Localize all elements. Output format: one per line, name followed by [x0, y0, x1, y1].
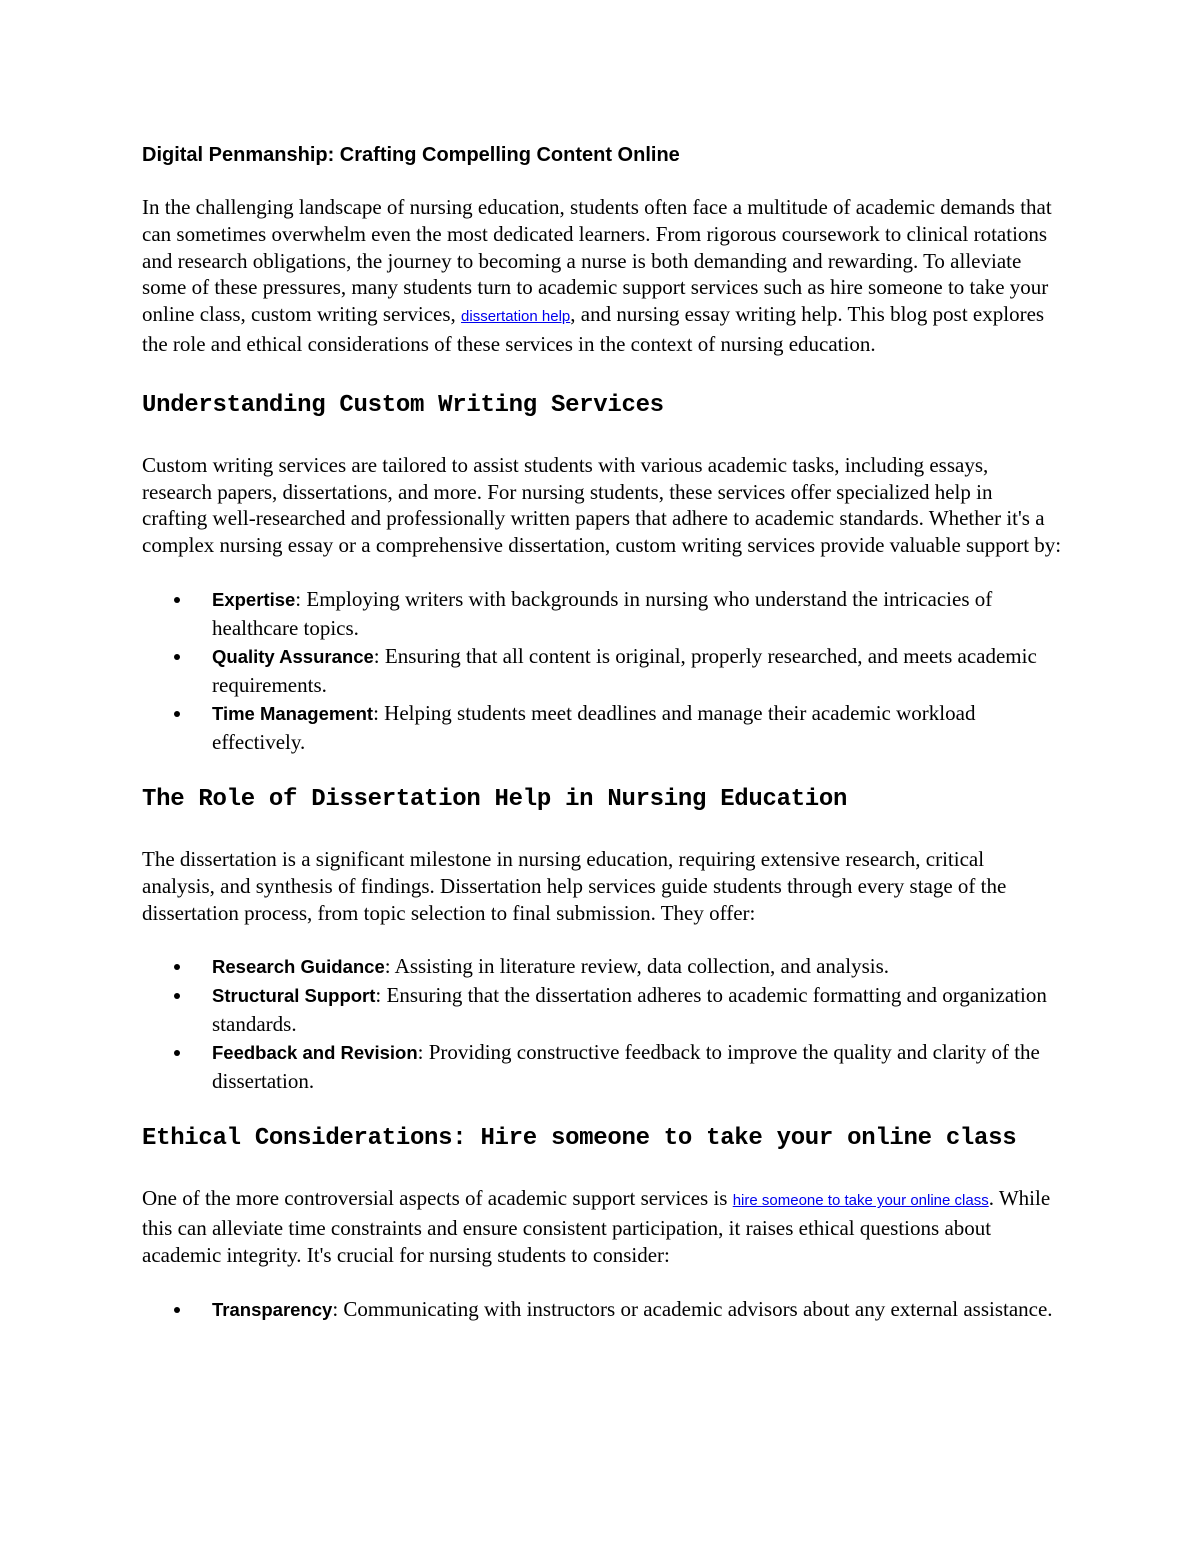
list-item [142, 1038, 1062, 1095]
list-item-text: : Helping students meet deadlines and manage their academic workload effectively. [212, 700, 976, 754]
section-paragraph-dissertation-help: The dissertation is a significant milestone in nursing education, requiring extensive research, critical analysis, and synthesis of findings. Dissertation help services guide students through every stage of the dissertation process, from topic selection to final submission. They offer: [142, 846, 1007, 925]
list-item [142, 981, 1062, 1038]
dissertation-help-link[interactable]: dissertation help [461, 308, 571, 326]
section-paragraph-custom-writing: Custom writing services are tailored to assist students with various academic tasks, including essays, research papers, dissertations, and more. For nursing students, these services offer specialized help in crafting well-researched and professionally written papers that adhere to academic standards. Whether it's a complex nursing essay or a comprehensive dissertation, custom writing services provide valuable support by: [142, 452, 1062, 558]
list-item-text: : Assisting in literature review, data collection, and analysis. [384, 954, 890, 979]
list-item [142, 699, 1062, 756]
ethical-text-before-link: One of the more controversial aspects of academic support services is [142, 1186, 733, 1211]
hire-someone-link[interactable]: hire someone to take your online class [732, 1192, 989, 1210]
list-item-text: : Ensuring that the dissertation adheres to academic formatting and organization standards. [212, 983, 1047, 1037]
bullet-icon [174, 597, 180, 603]
section-heading-ethical-considerations: Ethical Considerations: Hire someone to take your online class [142, 1125, 1017, 1153]
ethical-considerations-list [142, 1295, 1062, 1324]
list-item-term: Expertise [212, 588, 296, 610]
list-item-term: Research Guidance [212, 956, 385, 978]
intro-paragraph [142, 194, 1062, 358]
list-item-text: : Providing constructive feedback to improve the quality and clarity of the dissertation. [212, 1040, 1040, 1094]
bullet-icon [174, 711, 180, 717]
section-heading-dissertation-help: The Role of Dissertation Help in Nursing Education [142, 785, 848, 813]
section-paragraph-ethical-considerations [142, 1185, 1062, 1268]
bullet-icon [174, 964, 180, 970]
dissertation-help-list [142, 952, 1062, 1095]
bullet-icon [174, 1050, 180, 1056]
list-item-term: Time Management [212, 702, 374, 724]
section-heading-custom-writing: Understanding Custom Writing Services [142, 391, 664, 419]
intro-text-after-link: , and nursing essay writing help. This blog post explores the role and ethical considerations of these services in the context of nursing education. [142, 302, 1045, 356]
list-item-term: Feedback and Revision [212, 1042, 418, 1064]
bullet-icon [174, 1307, 180, 1313]
list-item-text: : Ensuring that all content is original, properly researched, and meets academic requirements. [212, 643, 1037, 697]
bullet-icon [174, 993, 180, 999]
list-item [142, 642, 1062, 699]
list-item [142, 585, 1062, 642]
document-page [142, 140, 1062, 1324]
list-item-text: : Employing writers with backgrounds in nursing who understand the intricacies of healthcare topics. [212, 586, 993, 640]
custom-writing-list [142, 585, 1062, 756]
list-item-term: Quality Assurance [212, 645, 374, 667]
bullet-icon [174, 654, 180, 660]
list-item-text: : Communicating with instructors or academic advisors about any external assistance. [332, 1296, 1053, 1321]
ethical-text-after-link: . While this can alleviate time constraints and ensure consistent participation, it raises ethical questions about academic integrity. It's crucial for nursing students to consider: [142, 1186, 1051, 1267]
list-item [142, 1295, 1062, 1324]
document-title: Digital Penmanship: Crafting Compelling Content Online [142, 144, 680, 166]
list-item [142, 952, 1062, 981]
list-item-term: Structural Support [212, 985, 376, 1007]
intro-text-before-link: In the challenging landscape of nursing education, students often face a multitude of academic demands that can sometimes overwhelm even the most dedicated learners. From rigorous coursework to clinical rotations and research obligations, the journey to becoming a nurse is both demanding and rewarding. To alleviate some of these pressures, many students turn to academic support services such as hire someone to take your online class, custom writing services, [142, 195, 1052, 327]
list-item-term: Transparency [212, 1298, 333, 1320]
